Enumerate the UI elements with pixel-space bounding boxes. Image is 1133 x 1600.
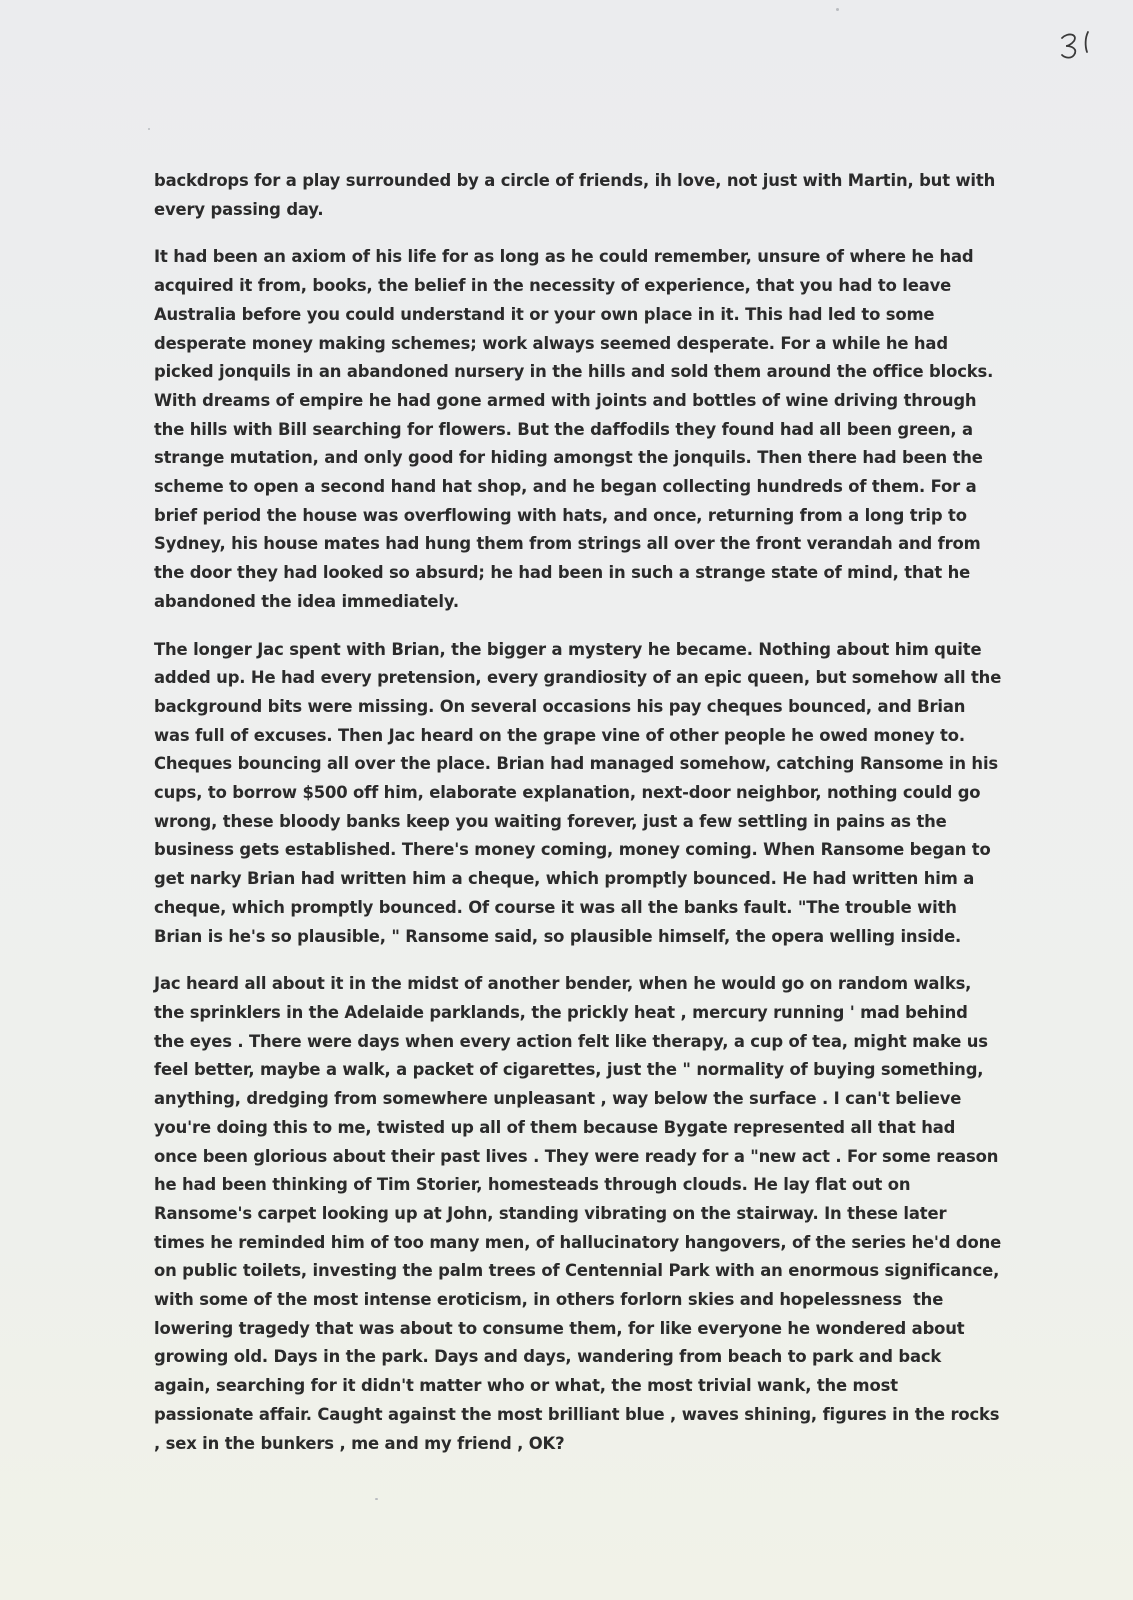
scan-speck	[375, 1498, 378, 1500]
paragraph: It had been an axiom of his life for as long as he could remember, unsure of where he had acquired it from, books, the belief in the necessity of experience, that you had to leave Australia before you could understand it or your own place in it. This had led to some desperate money making schemes; work always seemed desperate. For a while he had picked jonquils in an abandoned nursery in the hills and sold them around the office blocks. With dreams of empire he had gone armed with joints and bottles of wine driving through the hills with Bill searching for flowers. But the daffodils they found had all been green, a strange mutation, and only good for hiding amongst the jonquils. Then there had been the scheme to open a second hand hat shop, and he began collecting hundreds of them. For a brief period the house was overflowing with hats, and once, returning from a long trip to Sydney, his house mates had hung them from strings all over the front verandah and from the door they had looked so absurd; he had been in such a strange state of mind, that he abandoned the idea immediately.	[154, 247, 999, 611]
scan-speck	[836, 8, 839, 11]
paragraph: Jac heard all about it in the midst of another bender, when he would go on random walks, the sprinklers in the Adelaide parklands, the prickly heat , mercury running ' mad behind the eyes . There were days when every action felt like therapy, a cup of tea, might make us feel better, maybe a walk, a packet of cigarettes, just the " normality of buying something, anything, dredging from somewhere unpleasant , way below the surface . I can't believe you're doing this to me, twisted up all of them because Bygate represented all that had once been glorious about their past lives . They were ready for a "new act . For some reason he had been thinking of Tim Storier, homesteads through clouds. He lay flat out on Ransome's carpet looking up at John, standing vibrating on the stairway. In these later times he reminded him of too many men, of hallucinatory hangovers, of the series he'd done on public toilets, investing the palm trees of Centennial Park with an enormous significance, with some of the most intense eroticism, in others forlorn skies and hopelessness the lowering tragedy that was about to consume them, for like everyone he wondered about growing old. Days in the park. Days and days, wandering from beach to park and back again, searching for it didn't matter who or what, the most trivial wank, the most passionate affair. Caught against the most brilliant blue , waves shining, figures in the rocks , sex in the bunkers , me and my friend , OK?	[154, 974, 1007, 1453]
paragraph: backdrops for a play surrounded by a circle of friends, ih love, not just with Martin, but with every passing day.	[154, 171, 1001, 219]
scan-speck	[148, 128, 150, 130]
body-text	[154, 167, 1007, 1477]
paragraph: The longer Jac spent with Brian, the bigger a mystery he became. Nothing about him quite added up. He had every pretension, every grandiosity of an epic queen, but somehow all the background bits were missing. On several occasions his pay cheques bounced, and Brian was full of excuses. Then Jac heard on the grape vine of other people he owed money to. Cheques bouncing all over the place. Brian had managed somehow, catching Ransome in his cups, to borrow $500 off him, elaborate explanation, next-door neighbor, nothing could go wrong, these bloody banks keep you waiting forever, just a few settling in pains as the business gets established. There's money coming, money coming. When Ransome began to get narky Brian had written him a cheque, which promptly bounced. He had written him a cheque, which promptly bounced. Of course it was all the banks fault. "The trouble with Brian is he's so plausible, " Ransome said, so plausible himself, the opera welling inside.	[154, 639, 1007, 946]
handwritten-page-number	[1058, 24, 1106, 64]
handwritten-page-number-drawing	[1058, 24, 1106, 64]
